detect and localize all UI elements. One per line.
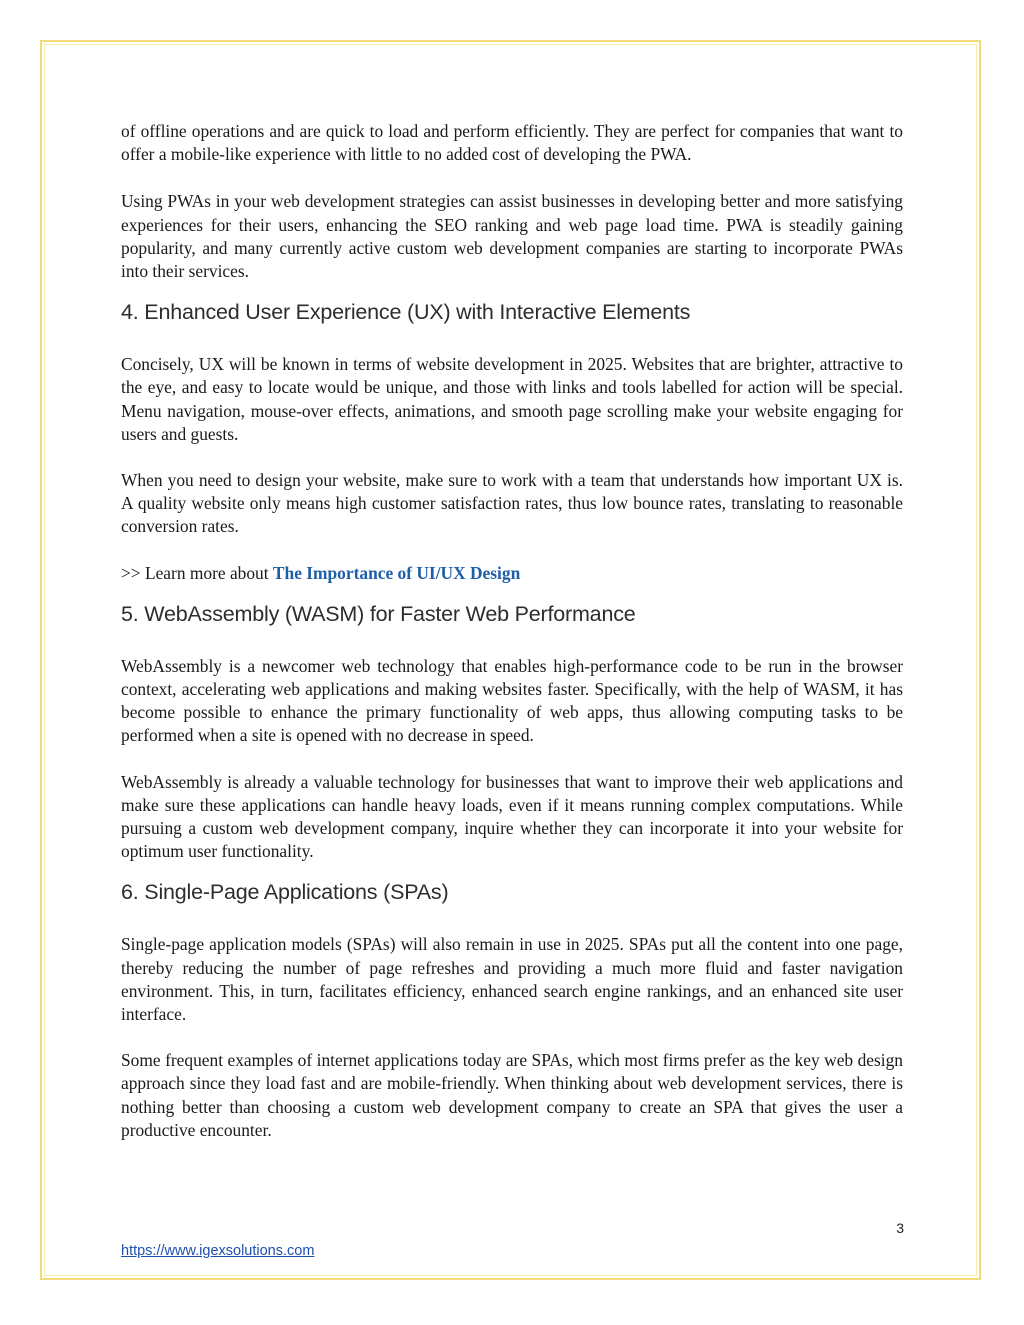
learn-more-link[interactable]: The Importance of UI/UX Design — [272, 562, 521, 583]
section-6-paragraph-1: Single-page application models (SPAs) will also remain in use in 2025. SPAs put all the content into one page, thereby reducing the number of page refreshes and providing a much more fluid and faster navigation environment. This, in turn, facilitates efficiency, enhanced search engine rankings, and an enhanced site user interface. — [121, 934, 903, 1025]
section-4-paragraph-1: Concisely, UX will be known in terms of website development in 2025. Websites that are brighter, attractive to the eye, and easy to locate would be unique, and those with links and tools labelled for action will be special. Menu navigation, mouse-over effects, animations, and smooth page scrolling make your website engaging for users and guests. — [121, 354, 903, 444]
section-6-heading: 6. Single-Page Applications (SPAs) — [121, 880, 449, 905]
intro-paragraph-2: Using PWAs in your web development strategies can assist businesses in developing better and more satisfying experiences for their users, enhancing the SEO ranking and web page load time. PWA is steadily gaining popularity, and many currently active custom web development companies are starting to incorporate PWAs into their services. — [121, 191, 903, 282]
section-4-heading: 4. Enhanced User Experience (UX) with Interactive Elements — [121, 300, 691, 325]
footer-url-link[interactable]: https://www.igexsolutions.com — [121, 1243, 315, 1259]
learn-more-line — [121, 562, 903, 585]
document-body — [121, 120, 903, 1142]
intro-paragraph-1: of offline operations and are quick to load and perform efficiently. They are perfect for companies that want to offer a mobile-like experience with little to no added cost of developing the PWA. — [121, 121, 903, 165]
learn-more-prefix: >> Learn more about — [121, 562, 273, 583]
section-5-heading: 5. WebAssembly (WASM) for Faster Web Performance — [121, 601, 636, 626]
section-4-paragraph-2: When you need to design your website, make sure to work with a team that understands how important UX is. A quality website only means high customer satisfaction rates, thus low bounce rates, translating to reasonable conversion rates. — [121, 470, 903, 537]
section-5-paragraph-1: WebAssembly is a newcomer web technology that enables high-performance code to be run in the browser context, accelerating web applications and making websites faster. Specifically, with the help of WASM, it has become possible to enhance the primary functionality of web apps, thus allowing computing tasks to be performed when a site is opened with no decrease in speed. — [121, 655, 903, 746]
section-6-paragraph-2: Some frequent examples of internet applications today are SPAs, which most firms prefer as the key web design approach since they load fast and are mobile-friendly. When thinking about web development services, there is nothing better than choosing a custom web development company to create an SPA that gives the user a productive encounter. — [121, 1050, 903, 1140]
page-number: 3 — [896, 1220, 904, 1236]
section-5-paragraph-2: WebAssembly is already a valuable technology for businesses that want to improve their web applications and make sure these applications can handle heavy loads, even if it means running complex computations. While pursuing a custom web development company, inquire whether they can incorporate it into your website for optimum user functionality. — [121, 771, 903, 862]
